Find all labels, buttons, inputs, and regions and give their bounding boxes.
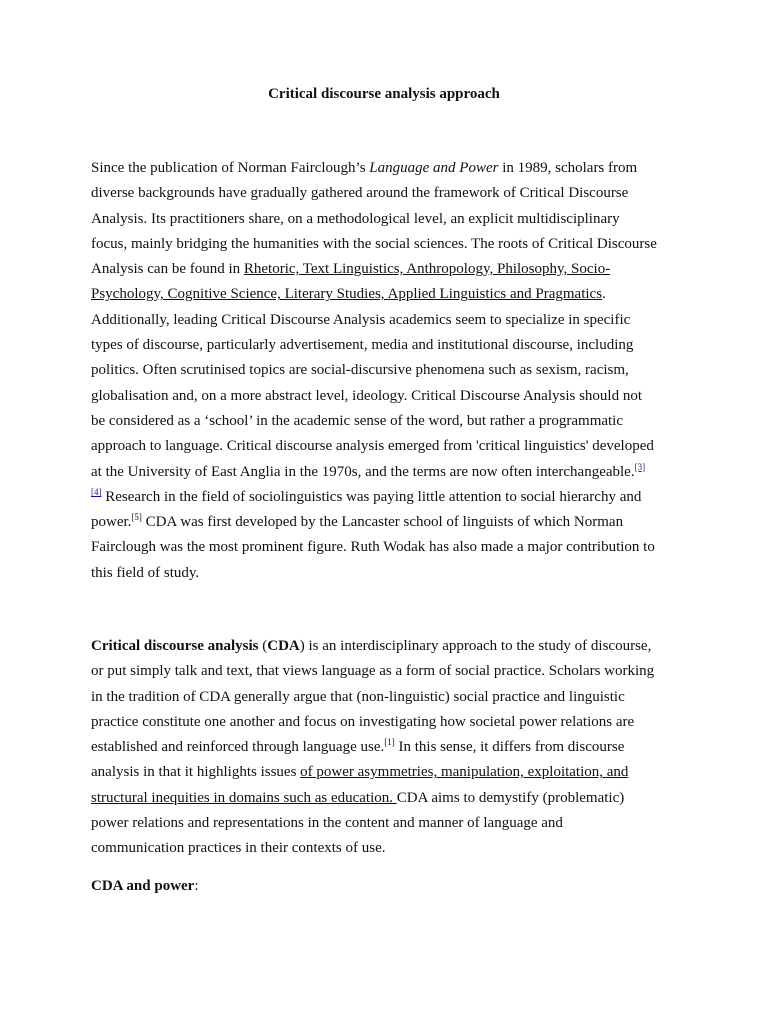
text-line [91,786,683,811]
text-run: at the University of East Anglia in the 1970s, and the terms are now often interchangeable. [91,463,635,480]
text-run: established and reinforced through language use. [91,739,385,756]
text-line: this field of study. [91,564,200,581]
text-run: In this sense, it differs from discourse [394,739,625,756]
paragraph-intro [91,156,683,586]
text-line: types of discourse, particularly advertisement, media and institutional discourse, including [91,337,634,354]
text-line: or put simply talk and text, that views language as a form of social practice. Scholars working [91,663,655,680]
bold-term: Critical discourse analysis [91,638,259,654]
text-run: Since the publication of Norman Fairclough’s [91,160,370,176]
text-run: ) is an interdisciplinary approach to the study of discourse, [299,638,652,654]
text-line [91,760,683,785]
footnote-ref-5[interactable]: [5] [131,512,142,523]
underlined-text: of power asymmetries, manipulation, exploitation, and [300,764,629,781]
text-run: in 1989, scholars from [498,160,638,176]
text-line [91,257,683,282]
text-line: Analysis. Its practitioners share, on a methodological level, an explicit multidisciplinary [91,210,620,227]
text-line [91,510,683,535]
heading-cda-power: CDA and power [91,878,195,894]
text-run: Analysis can be found in [91,261,244,278]
text-line [91,460,683,485]
text-line: globalisation and, on a more abstract level, ideology. Critical Discourse Analysis should not [91,387,643,404]
underlined-text: structural inequities in domains such as education. [91,789,397,806]
text-run: CDA was first developed by the Lancaster school of linguists of which Norman [141,514,624,531]
text-line: politics. Often scrutinised topics are social-discursive phenomena such as sexism, racism, [91,362,629,379]
bold-term: CDA [267,638,300,654]
text-line [91,156,683,181]
underlined-text: Rhetoric, Text Linguistics, Anthropology, Philosophy, Socio- [243,261,611,278]
footnote-ref-3[interactable]: [3] [634,461,646,472]
footnote-ref-1[interactable]: [1] [384,737,395,748]
footnote-ref-4[interactable]: [4] [91,486,102,497]
section-heading [91,874,683,899]
text-run: ( [258,638,268,654]
text-line [91,634,683,659]
text-run: CDA aims to demystify (problematic) [396,789,625,806]
paragraph-cda-definition [91,634,683,862]
text-line [91,282,683,307]
text-run: Research in the field of sociolinguistics was paying little attention to social hierarchy and [101,488,642,505]
book-title: Language and Power [369,160,499,176]
text-run: . [602,286,606,303]
text-line: practice constitute one another and focus on investigating how societal power relations are [91,713,635,730]
text-line: communication practices in their contexts of use. [91,840,386,857]
text-line: Additionally, leading Critical Discourse Analysis academics seem to specialize in specific [91,311,631,328]
text-line: diverse backgrounds have gradually gathered around the framework of Critical Discourse [91,185,629,202]
text-line: be considered as a ‘school’ in the academic sense of the word, but rather a programmatic [91,412,624,429]
text-line: power relations and representations in the content and manner of language and [91,815,563,832]
text-run: power. [91,514,132,531]
text-line [91,735,683,760]
text-line: in the tradition of CDA generally argue that (non-linguistic) social practice and linguistic [91,688,625,705]
text-run: : [194,878,199,894]
text-line [91,874,683,899]
text-run: analysis in that it highlights issues [91,764,301,781]
text-line: focus, mainly bridging the humanities with the social sciences. The roots of Critical Discourse [91,235,657,252]
document-title: Critical discourse analysis approach [268,86,500,102]
text-line [91,485,683,510]
text-line: approach to language. Critical discourse analysis emerged from 'critical linguistics' developed [91,438,654,455]
underlined-text: Psychology, Cognitive Science, Literary Studies, Applied Linguistics and Pragmatics [91,286,603,303]
text-line: Fairclough was the most prominent figure. Ruth Wodak has also made a major contribution to [91,539,655,556]
